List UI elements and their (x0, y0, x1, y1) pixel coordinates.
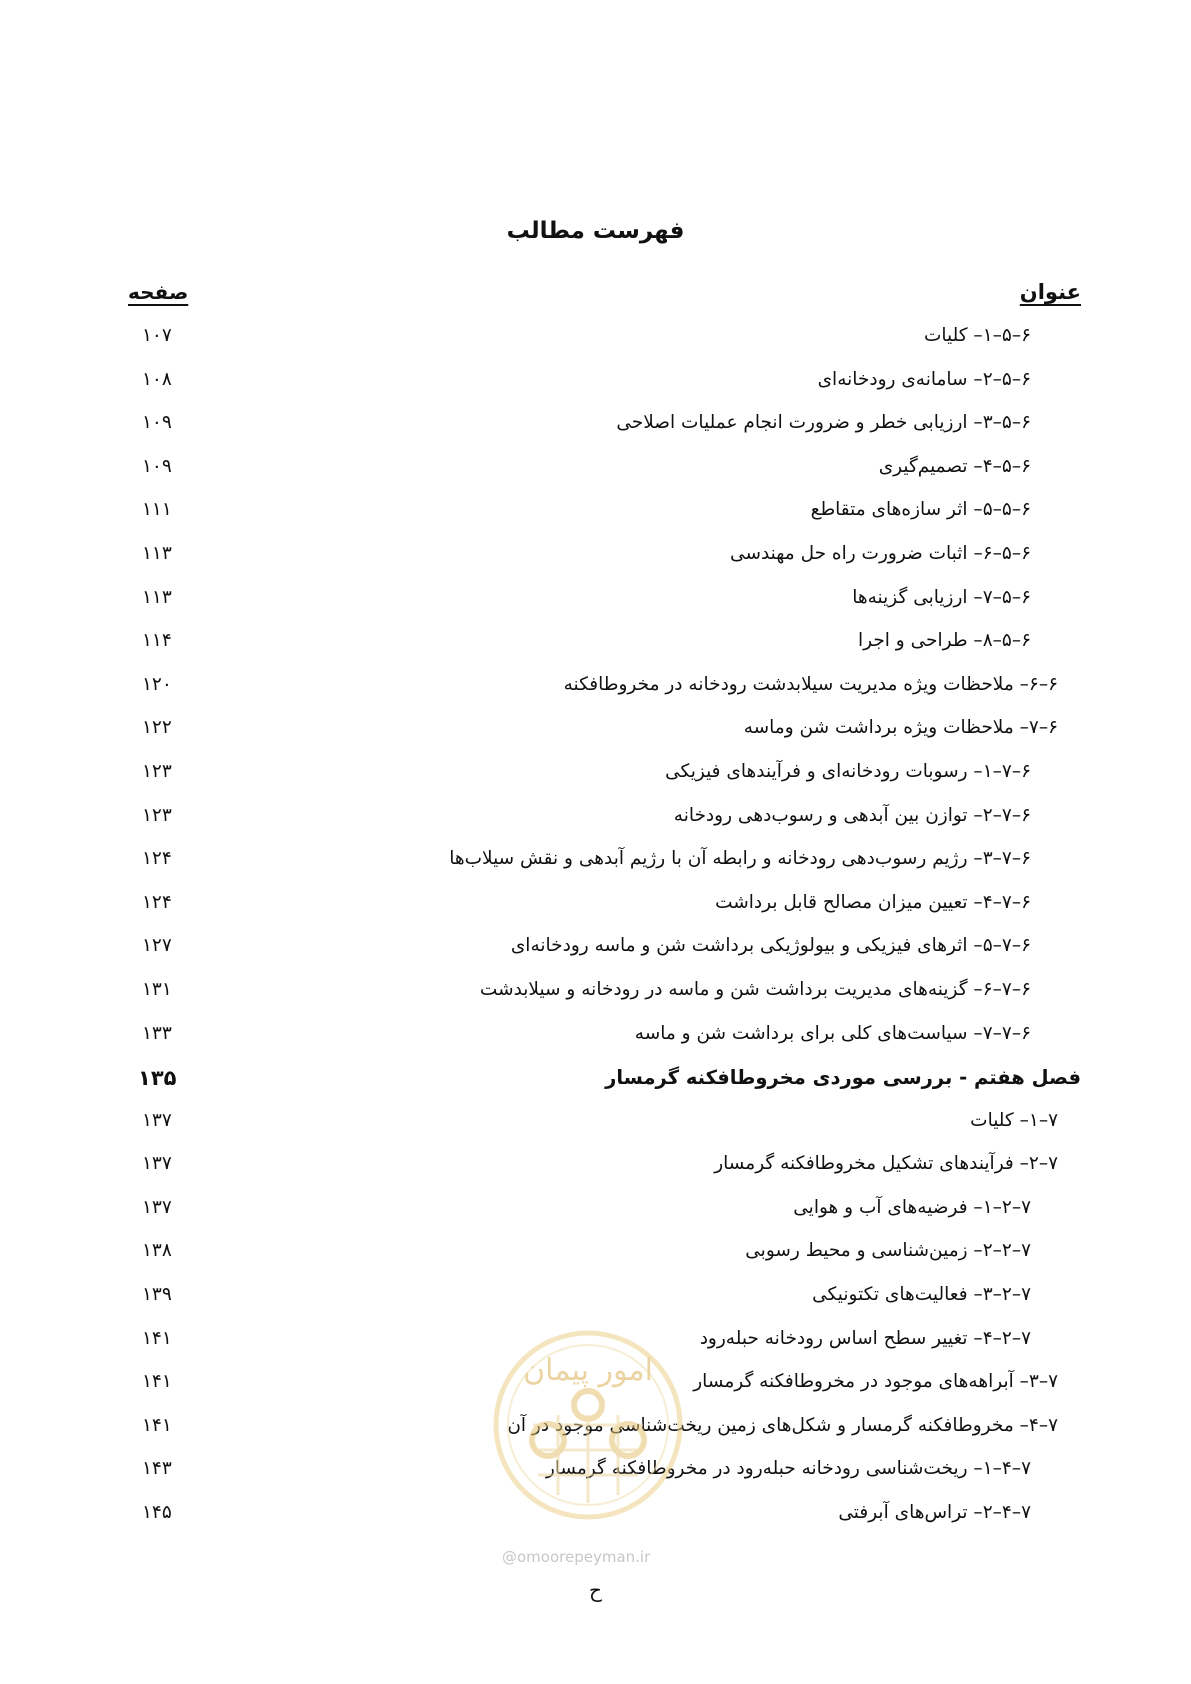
toc-entry-page: ۱۱۳ (142, 586, 172, 608)
toc-entry-page: ۱۱۳ (142, 542, 172, 564)
toc-entry[interactable] (0, 1101, 1191, 1145)
toc-entry-title: ۶–۷–۷– سیاست‌های کلی برای برداشت شن و ماسه (634, 1022, 1031, 1044)
toc-entry[interactable] (0, 926, 1191, 970)
watermark-url: @omoorepeyman.ir (502, 1548, 651, 1566)
toc-entry-title: ۶–۷–۱– رسوبات رودخانه‌ای و فرآیندهای فیزیکی (665, 760, 1031, 782)
toc-entry[interactable] (0, 1057, 1191, 1101)
toc-entry-page: ۱۳۷ (142, 1153, 172, 1175)
toc-entry-title: ۶–۷–۲– توازن بین آبدهی و رسوب‌دهی رودخانه (673, 804, 1031, 826)
toc-entry[interactable] (0, 621, 1191, 665)
toc-entry-title: ۷–۴–۱– ریخت‌شناسی رودخانه حبله‌رود در مخروطافکنه گرمسار (545, 1458, 1031, 1480)
toc-entry-title: ۶–۷– ملاحظات ویژه برداشت شن وماسه (743, 717, 1058, 739)
toc-entry-page: ۱۲۴ (142, 891, 172, 913)
toc-entry-title: ۶–۵–۴– تصمیم‌گیری (878, 455, 1031, 477)
toc-entry-page: ۱۰۹ (142, 455, 172, 477)
toc-entry-title: ۷–۴– مخروطافکنه گرمسار و شکل‌های زمین ریخت‌شناسی موجود در آن (507, 1414, 1058, 1436)
toc-entry[interactable] (0, 970, 1191, 1014)
toc-entry-page: ۱۲۳ (142, 760, 172, 782)
toc-entry-page: ۱۲۴ (142, 848, 172, 870)
toc-entry-page: ۱۳۹ (142, 1284, 172, 1306)
toc-entry-page: ۱۲۷ (142, 935, 172, 957)
toc-entry[interactable] (0, 1275, 1191, 1319)
toc-entry[interactable] (0, 490, 1191, 534)
toc-entry-title: ۶–۶– ملاحظات ویژه مدیریت سیلابدشت رودخانه در مخروطافکنه (563, 673, 1058, 695)
toc-entry-page: ۱۰۹ (142, 412, 172, 434)
page-number: ح (589, 1578, 602, 1602)
column-header-page: صفحه (128, 280, 189, 304)
toc-entry-page: ۱۳۳ (142, 1022, 172, 1044)
toc-entry[interactable] (0, 578, 1191, 622)
toc-entry-title: ۷–۱– کلیات (970, 1109, 1058, 1131)
page-title: فهرست مطالب (506, 218, 685, 244)
toc-entry-title: ۷–۲–۱– فرضیه‌های آب و هوایی (793, 1196, 1031, 1218)
toc-entry-title: ۶–۵–۱– کلیات (923, 325, 1031, 346)
toc-entry-page: ۱۳۱ (142, 978, 172, 1000)
toc-entry-page: ۱۳۵ (138, 1066, 177, 1091)
toc-entry[interactable] (0, 1188, 1191, 1232)
toc-entry-title: ۶–۷–۵– اثرهای فیزیکی و بیولوژیکی برداشت شن و ماسه رودخانه‌ای (510, 935, 1031, 957)
toc-entry-title: ۷–۲–۳– فعالیت‌های تکتونیکی (812, 1284, 1031, 1306)
toc-entry-title: ۶–۷–۳– رژیم رسوب‌دهی رودخانه و رابطه آن با رژیم آبدهی و نقش سیلاب‌ها (449, 848, 1031, 870)
toc-entry-title: ۷–۲–۲– زمین‌شناسی و محیط رسوبی (745, 1240, 1031, 1262)
watermark-logo (488, 1325, 688, 1525)
toc-entry[interactable] (0, 403, 1191, 447)
toc-entry[interactable] (0, 665, 1191, 709)
toc-entry[interactable] (0, 1144, 1191, 1188)
toc-entry-title: ۶–۷–۴– تعیین میزان مصالح قابل برداشت (715, 891, 1031, 913)
toc-entry[interactable] (0, 796, 1191, 840)
toc-entry-page: ۱۴۳ (142, 1458, 172, 1480)
toc-entry-title: ۶–۵–۵– اثر سازه‌های متقاطع (810, 499, 1031, 521)
toc-entry-page: ۱۳۷ (142, 1109, 172, 1131)
toc-entry-page: ۱۳۷ (142, 1196, 172, 1218)
toc-entry-page: ۱۴۱ (142, 1371, 172, 1393)
toc-entry-title: ۶–۵–۶– اثبات ضرورت راه حل مهندسی (730, 542, 1031, 564)
toc-entry[interactable] (0, 708, 1191, 752)
toc-entry-page: ۱۴۱ (142, 1327, 172, 1349)
toc-entry[interactable] (0, 839, 1191, 883)
toc-entry-page: ۱۰۷ (142, 325, 172, 346)
toc-entry-page: ۱۱۱ (142, 499, 172, 521)
toc-entry-page: ۱۴۵ (142, 1502, 172, 1524)
toc-entry-page: ۱۰۸ (142, 368, 172, 390)
toc-entry-page: ۱۲۰ (142, 673, 172, 695)
toc-entry[interactable] (0, 534, 1191, 578)
toc-entry-page: ۱۲۲ (142, 717, 172, 739)
watermark-logo-text: امور پیمان (523, 1353, 653, 1388)
toc-entry-title: ۶–۵–۸– طراحی و اجرا (858, 630, 1031, 652)
toc-header (0, 280, 1191, 314)
toc-entry-title: ۷–۴–۲– تراس‌های آبرفتی (838, 1502, 1031, 1524)
toc-entry[interactable] (0, 752, 1191, 796)
toc-entry-page: ۱۱۴ (142, 630, 172, 652)
toc-entry[interactable] (0, 883, 1191, 927)
toc-entry[interactable] (0, 316, 1191, 360)
toc-entry-title: ۶–۷–۶– گزینه‌های مدیریت برداشت شن و ماسه در رودخانه و سیلابدشت (479, 978, 1031, 1000)
toc-entry-title: ۷–۲–۴– تغییر سطح اساس رودخانه حبله‌رود (699, 1327, 1031, 1349)
toc-entry-title: ۷–۲– فرآیندهای تشکیل مخروطافکنه گرمسار (714, 1153, 1058, 1175)
toc-entry[interactable] (0, 1231, 1191, 1275)
toc-entry-page: ۱۲۳ (142, 804, 172, 826)
toc-entry-page: ۱۳۸ (142, 1240, 172, 1262)
toc-entry-title: ۷–۳– آبراهه‌های موجود در مخروطافکنه گرمسار (693, 1371, 1058, 1393)
toc-entry-title: ۶–۵–۷– ارزیابی گزینه‌ها (852, 586, 1031, 608)
toc-entry[interactable] (0, 360, 1191, 404)
toc-entry[interactable] (0, 447, 1191, 491)
column-header-title: عنوان (1019, 280, 1081, 304)
toc-entry-title: ۶–۵–۳– ارزیابی خطر و ضرورت انجام عملیات اصلاحی (616, 412, 1031, 434)
toc-entry-page: ۱۴۱ (142, 1414, 172, 1436)
toc-entry-title: فصل هفتم - بررسی موردی مخروطافکنه گرمسار (605, 1066, 1081, 1090)
toc-entry[interactable] (0, 1014, 1191, 1058)
toc-entry-title: ۶–۵–۲– سامانه‌ی رودخانه‌ای (817, 368, 1031, 390)
